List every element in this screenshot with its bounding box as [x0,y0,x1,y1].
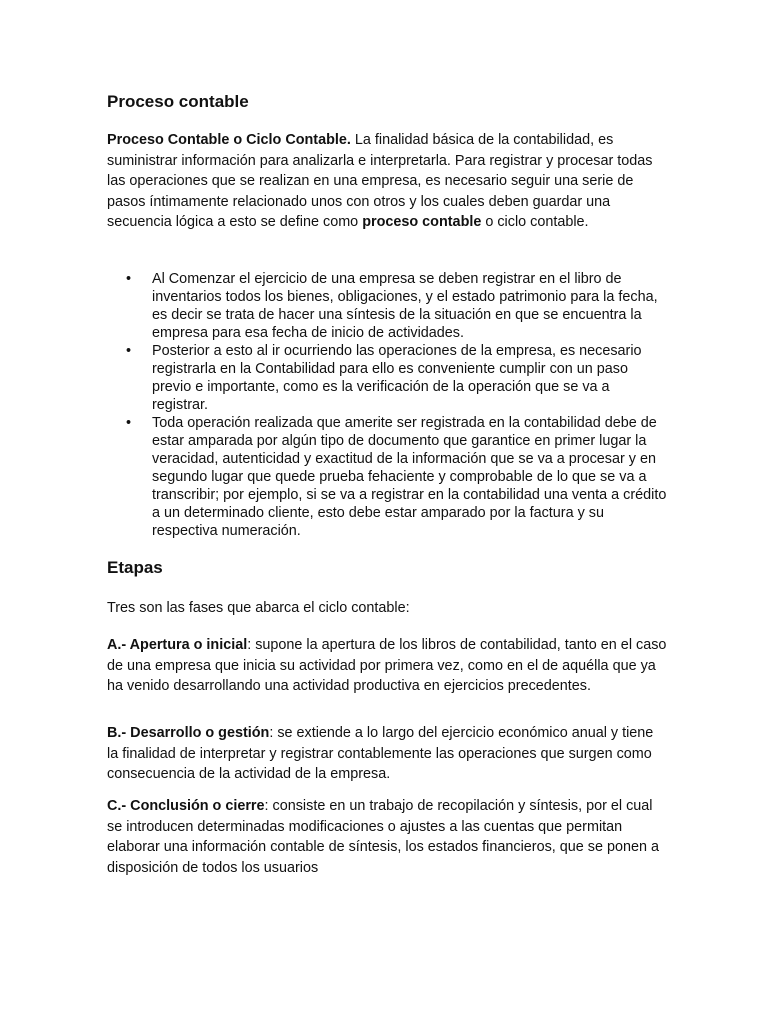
list-item-text: Toda operación realizada que amerite ser registrada en la contabilidad debe de estar amparada por algún tipo de documento que garantice en primer lugar la veracidad, autenticidad y exactitud de la información que se va a procesar y en segundo lugar que quede prueba fehaciente y comprobable de lo que se va a transcribir; por ejemplo, si se va a registrar en la contabilidad una venta a crédito a un determinado cliente, esto debe estar amparado por la factura y su respectiva numeración. [152,415,667,539]
section-title-etapas: Etapas [107,558,163,577]
stage-c-paragraph [107,796,667,878]
list-item-text: Posterior a esto al ir ocurriendo las operaciones de la empresa, es necesario registrarla en la Contabilidad para ello es conveniente cumplir con un paso previo e importante, como es la verificación de la operación que se va a registrar. [152,343,642,413]
stage-a-paragraph [107,635,667,697]
stage-c-text: : consiste en un trabajo de recopilación y síntesis, por el cual se introducen determinadas modificaciones o ajustes a las cuentas que permitan elaborar una información contable de síntesis, los estados financieros, que se ponen a disposición de todos los usuarios [107,798,659,876]
stage-b-label: B.- Desarrollo o gestión [107,725,270,741]
stage-b-paragraph [107,723,667,785]
intro-text-1: La finalidad básica de la contabilidad, es suministrar información para analizarla e interpretarla. Para registrar y procesar todas las operaciones que se realizan en una empresa, es necesario seguir una serie de pasos íntimamente relacionado unos con otros y los cuales deben guardar una secuencia lógica a esto se define como [107,132,653,230]
list-item [107,270,667,342]
stage-b-text: : se extiende a lo largo del ejercicio económico anual y tiene la finalidad de interpretar y registrar contablemente las operaciones que surgen como consecuencia de la actividad de la empresa. [107,725,654,782]
stage-a-text: : supone la apertura de los libros de contabilidad, tanto en el caso de una empresa que inicia su actividad por primera vez, como en el de aquélla que ya ha venido desarrollando una actividad productiva en ejercicios precedentes. [107,637,667,694]
stages-intro: Tres son las fases que abarca el ciclo contable: [107,600,410,616]
intro-term-2: proceso contable [362,214,482,230]
list-item [107,342,667,414]
stage-c-label: C.- Conclusión o cierre [107,798,265,814]
list-item [107,414,667,540]
intro-paragraph [107,130,667,233]
bullet-list [107,270,667,540]
bullet-icon: • [126,343,132,359]
bullet-icon: • [126,415,132,431]
page-title: Proceso contable [107,92,249,111]
intro-term: Proceso Contable o Ciclo Contable. [107,132,351,148]
list-item-text: Al Comenzar el ejercicio de una empresa se deben registrar en el libro de inventarios todos los bienes, obligaciones, y el estado patrimonio para la fecha, es decir se trata de hacer una síntesis de la situación en que se encuentra la empresa para esa fecha de inicio de actividades. [152,271,658,341]
stage-a-label: A.- Apertura o inicial [107,637,248,653]
intro-text-2: o ciclo contable. [481,214,589,230]
bullet-icon: • [126,271,132,287]
